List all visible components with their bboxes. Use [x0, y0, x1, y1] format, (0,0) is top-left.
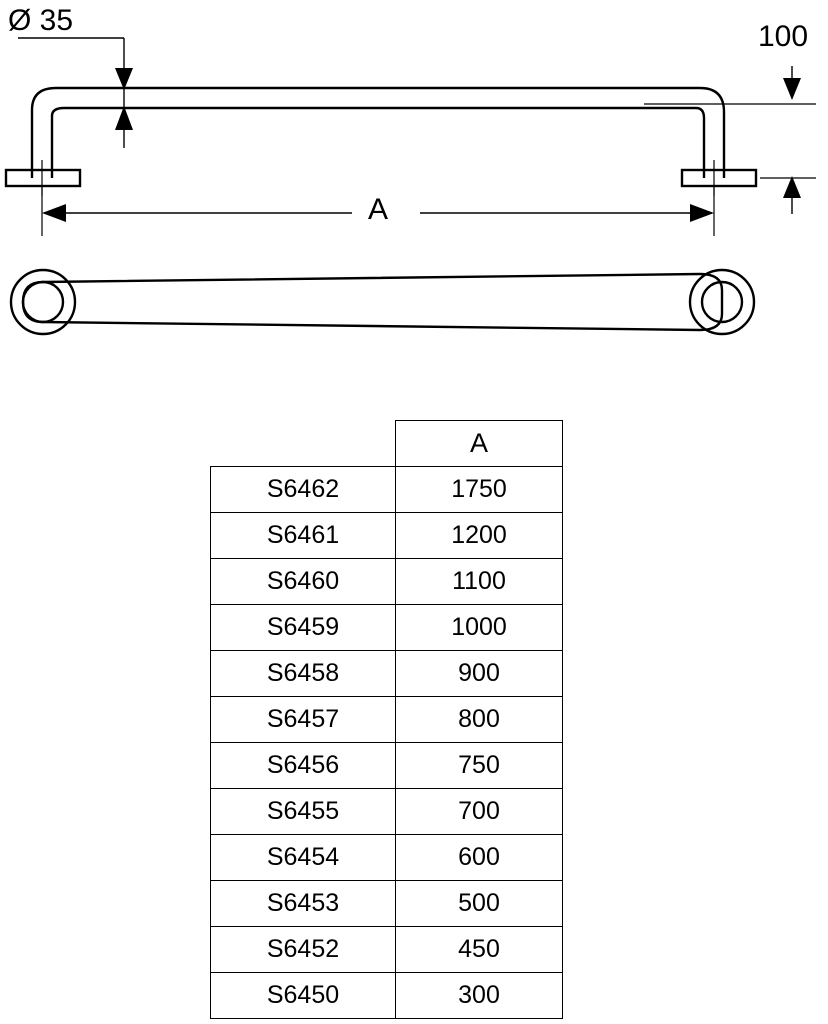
table-header-a: A [396, 421, 563, 467]
row-code: S6450 [211, 973, 396, 1019]
left-flange [6, 170, 80, 186]
table-row [211, 467, 563, 513]
dimA-arrow-left [42, 204, 66, 222]
table-header-row [211, 421, 563, 467]
row-code: S6453 [211, 881, 396, 927]
offset-dimension-label: 100 [758, 20, 809, 53]
row-code: S6455 [211, 789, 396, 835]
row-a: 750 [396, 743, 563, 789]
row-a: 300 [396, 973, 563, 1019]
table-row [211, 559, 563, 605]
diameter-arrow-bottom [115, 106, 133, 130]
row-a: 500 [396, 881, 563, 927]
length-variants-table [210, 420, 563, 1019]
table-row [211, 697, 563, 743]
length-dimension-label: A [368, 193, 389, 226]
dimA-arrow-right [690, 204, 714, 222]
right-flange [682, 170, 756, 186]
row-a: 1750 [396, 467, 563, 513]
table-header-code [211, 421, 396, 467]
row-a: 450 [396, 927, 563, 973]
row-a: 600 [396, 835, 563, 881]
row-code: S6460 [211, 559, 396, 605]
table-row [211, 973, 563, 1019]
bar-outer-profile [32, 88, 724, 178]
row-code: S6462 [211, 467, 396, 513]
row-code: S6459 [211, 605, 396, 651]
table-row [211, 789, 563, 835]
top-left-flange-outer [11, 270, 75, 334]
table-row [211, 605, 563, 651]
row-a: 700 [396, 789, 563, 835]
row-code: S6456 [211, 743, 396, 789]
row-code: S6461 [211, 513, 396, 559]
table-row [211, 881, 563, 927]
row-code: S6454 [211, 835, 396, 881]
diameter-dimension-label: Ø 35 [8, 4, 74, 37]
diameter-arrow-top [115, 68, 133, 90]
row-a: 1200 [396, 513, 563, 559]
top-view-bar [23, 274, 722, 330]
table-row [211, 651, 563, 697]
table-row [211, 835, 563, 881]
bar-inner-profile [52, 108, 704, 178]
row-code: S6458 [211, 651, 396, 697]
row-code: S6452 [211, 927, 396, 973]
row-a: 800 [396, 697, 563, 743]
table-row [211, 743, 563, 789]
row-a: 1100 [396, 559, 563, 605]
top-left-cap [23, 282, 63, 322]
dim100-arrow-lower [783, 176, 801, 198]
row-code: S6457 [211, 697, 396, 743]
row-a: 1000 [396, 605, 563, 651]
row-a: 900 [396, 651, 563, 697]
grab-bar-drawing [0, 0, 828, 400]
table-row [211, 513, 563, 559]
dim100-arrow-upper [783, 78, 801, 100]
table-row [211, 927, 563, 973]
